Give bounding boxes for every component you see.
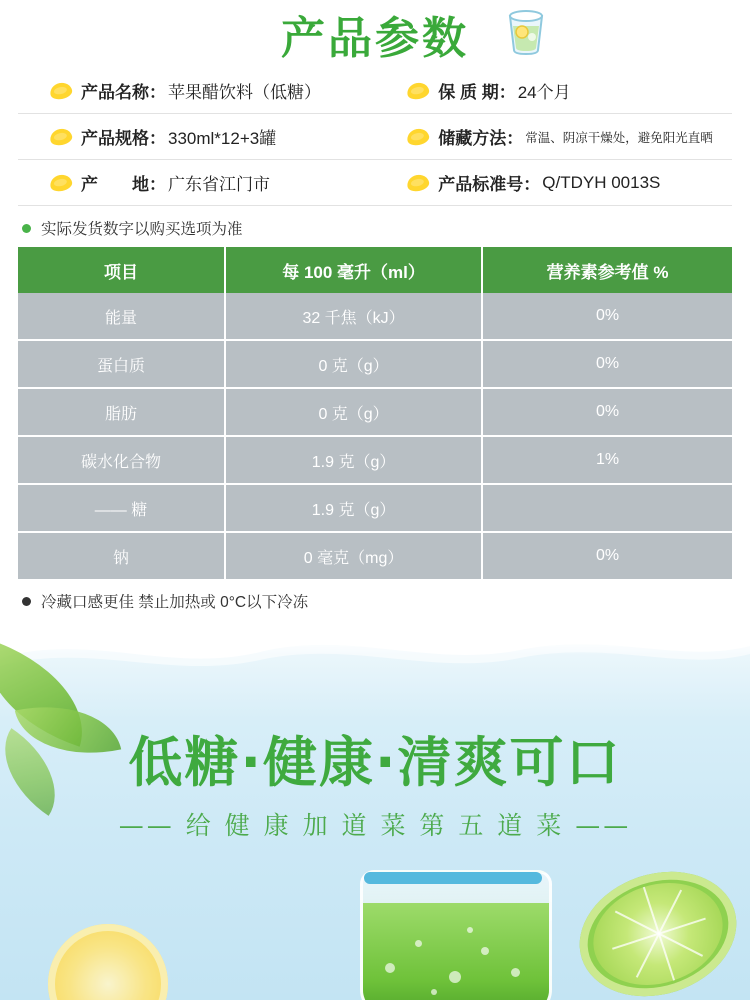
spec-item-product-name xyxy=(18,68,389,113)
bullet-dot-icon xyxy=(22,224,31,233)
banner-title: 低糖·健康·清爽可口 xyxy=(128,731,622,794)
cell-amount: 1.9 克（g） xyxy=(225,484,482,532)
column-header-nrv: 营养素参考值 % xyxy=(482,247,732,293)
cell-item: 钠 xyxy=(18,532,225,579)
drink-glass-image xyxy=(360,870,546,1000)
banner-subtitle: —— 给 健 康 加 道 菜 第 五 道 菜 —— xyxy=(118,811,632,840)
table-header-row xyxy=(18,247,732,293)
lemon-bullet-icon xyxy=(49,80,74,100)
page-header xyxy=(0,0,750,62)
cell-amount: 0 克（g） xyxy=(225,388,482,436)
bullet-dot-icon xyxy=(22,597,31,606)
spec-value: 常温、阴凉干燥处，避免阳光直晒 xyxy=(525,130,713,145)
spec-value: 330ml*12+3罐 xyxy=(168,129,277,148)
spec-label: 保 质 期： xyxy=(438,83,516,102)
spec-label: 储藏方法： xyxy=(438,129,524,148)
cell-amount: 0 毫克（mg） xyxy=(225,532,482,579)
cell-item: 蛋白质 xyxy=(18,340,225,388)
cell-nrv: 0% xyxy=(482,388,732,436)
spec-row xyxy=(18,160,732,206)
cell-item: 碳水化合物 xyxy=(18,436,225,484)
spec-label: 产品规格： xyxy=(81,129,166,148)
spec-item-shelf-life xyxy=(389,68,732,113)
cell-nrv xyxy=(482,484,732,532)
table-row xyxy=(18,436,732,484)
cell-nrv: 1% xyxy=(482,436,732,484)
column-header-per100ml: 每 100 毫升（ml） xyxy=(225,247,482,293)
table-row xyxy=(18,532,732,579)
spec-label: 产 地： xyxy=(81,175,166,194)
nutrition-table-wrapper xyxy=(18,247,732,579)
spec-item-origin xyxy=(18,160,389,205)
wave-divider-icon xyxy=(0,634,750,674)
lime-slice-decoration-icon xyxy=(563,852,750,1000)
spec-value: 苹果醋饮料（低糖） xyxy=(168,83,321,102)
table-row xyxy=(18,340,732,388)
page-title: 产品参数 xyxy=(281,13,469,64)
table-row xyxy=(18,388,732,436)
lemon-bullet-icon xyxy=(406,80,431,100)
spec-label: 产品标准号： xyxy=(438,175,541,194)
spec-value: 24个月 xyxy=(517,83,571,102)
lemon-bullet-icon xyxy=(49,126,74,146)
cell-item: 脂肪 xyxy=(18,388,225,436)
cell-amount: 1.9 克（g） xyxy=(225,436,482,484)
cup-icon xyxy=(498,2,554,58)
spec-item-storage xyxy=(389,114,732,159)
spec-item-standard-no xyxy=(389,160,732,205)
promo-banner xyxy=(0,634,750,1000)
note-storage-tip xyxy=(22,590,750,612)
cell-nrv: 0% xyxy=(482,293,732,340)
lemon-bullet-icon xyxy=(49,172,74,192)
spec-value: 广东省江门市 xyxy=(168,175,270,194)
spec-row xyxy=(18,114,732,160)
spec-table xyxy=(18,62,732,206)
nutrition-table xyxy=(18,247,732,579)
lemon-bullet-icon xyxy=(406,172,431,192)
table-row xyxy=(18,293,732,340)
spec-row xyxy=(18,68,732,114)
note-shipping xyxy=(22,217,750,239)
cell-nrv: 0% xyxy=(482,340,732,388)
note-text: 实际发货数字以购买选项为准 xyxy=(41,221,243,238)
spec-item-specification xyxy=(18,114,389,159)
lemon-slice-decoration-icon xyxy=(48,924,168,1000)
cell-item: —— 糖 xyxy=(18,484,225,532)
spec-label: 产品名称： xyxy=(81,83,166,102)
cell-amount: 32 千焦（kJ） xyxy=(225,293,482,340)
spec-value: Q/TDYH 0013S xyxy=(542,172,661,192)
column-header-item: 项目 xyxy=(18,247,225,293)
cell-nrv: 0% xyxy=(482,532,732,579)
table-row xyxy=(18,484,732,532)
lemon-bullet-icon xyxy=(406,126,431,146)
note-text: 冷藏口感更佳 禁止加热或 0°C以下冷冻 xyxy=(41,594,309,611)
cell-item: 能量 xyxy=(18,293,225,340)
cell-amount: 0 克（g） xyxy=(225,340,482,388)
